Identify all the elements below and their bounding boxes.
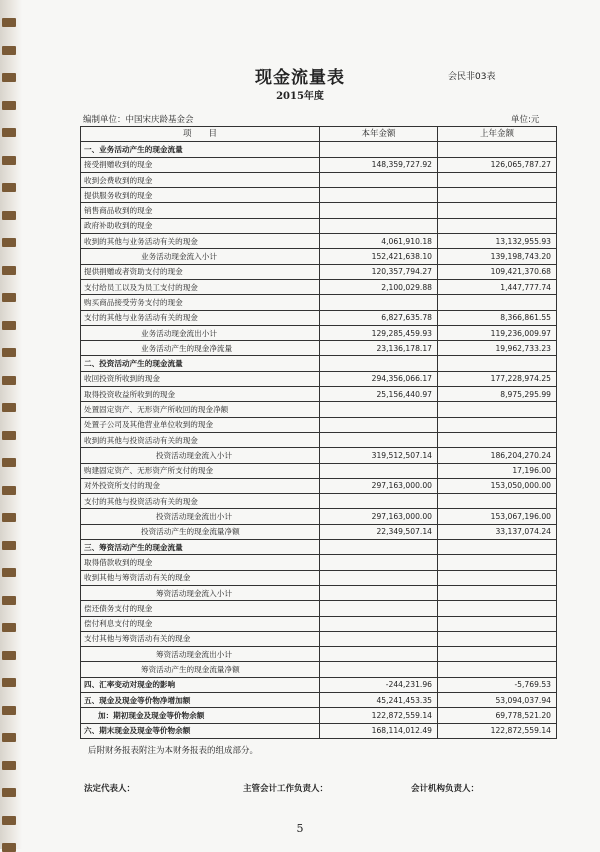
table-row [81, 692, 557, 707]
row-label: 处置固定资产、无形资产所收回的现金净额 [81, 402, 320, 417]
current-year-amount: 319,512,507.14 [320, 448, 438, 463]
current-year-amount [320, 631, 438, 646]
prior-year-amount [438, 172, 557, 187]
row-label: 偿还债务支付的现金 [81, 601, 320, 616]
row-label: 收到会费收到的现金 [81, 172, 320, 187]
row-label: 政府补助收到的现金 [81, 218, 320, 233]
table-row [81, 708, 557, 723]
row-label: 收到的其他与投资活动有关的现金 [81, 432, 320, 447]
prior-year-amount [438, 188, 557, 203]
row-label: 提供捐赠或者资助支付的现金 [81, 264, 320, 279]
table-header-row [81, 127, 557, 142]
row-label: 业务活动现金流出小计 [81, 325, 320, 340]
binding-tab [2, 266, 16, 275]
table-row [81, 494, 557, 509]
current-year-amount: 22,349,507.14 [320, 524, 438, 539]
binding-tab [2, 541, 16, 550]
table-row [81, 142, 557, 157]
form-code: 会民非03表 [448, 72, 496, 82]
table-row [81, 662, 557, 677]
binding-tab [2, 431, 16, 440]
prior-year-amount: 177,228,974.25 [438, 371, 557, 386]
binding-tab [2, 596, 16, 605]
current-year-amount: 45,241,453.35 [320, 692, 438, 707]
table-row [81, 203, 557, 218]
prior-year-amount [438, 585, 557, 600]
current-year-amount: 297,163,000.00 [320, 509, 438, 524]
table-row [81, 540, 557, 555]
prior-year-amount [438, 570, 557, 585]
row-label: 支付的其他与业务活动有关的现金 [81, 310, 320, 325]
table-row [81, 417, 557, 432]
prior-year-amount [438, 631, 557, 646]
binding-tab [2, 376, 16, 385]
prior-year-amount [438, 601, 557, 616]
binding-tab [2, 761, 16, 770]
prior-year-amount: 17,196.00 [438, 463, 557, 478]
row-label: 支付其他与筹资活动有关的现金 [81, 631, 320, 646]
table-row [81, 509, 557, 524]
table-row [81, 570, 557, 585]
current-year-amount: 4,061,910.18 [320, 234, 438, 249]
row-label: 业务活动产生的现金净流量 [81, 341, 320, 356]
table-row [81, 478, 557, 493]
prior-year-amount: 8,975,295.99 [438, 387, 557, 402]
table-row [81, 172, 557, 187]
prior-year-amount [438, 142, 557, 157]
table-row [81, 448, 557, 463]
row-label: 收到其他与筹资活动有关的现金 [81, 570, 320, 585]
current-year-amount [320, 463, 438, 478]
cash-flow-table [80, 126, 557, 739]
footnote: 后附财务报表附注为本财务报表的组成部分。 [88, 746, 259, 756]
current-year-amount [320, 555, 438, 570]
row-label: 投资活动产生的现金流量净额 [81, 524, 320, 539]
table-row [81, 234, 557, 249]
current-year-amount: -244,231.96 [320, 677, 438, 692]
current-year-amount [320, 647, 438, 662]
current-year-amount [320, 570, 438, 585]
row-label: 销售商品收到的现金 [81, 203, 320, 218]
binding-tab [2, 18, 16, 27]
current-year-amount [320, 662, 438, 677]
current-year-amount: 152,421,638.10 [320, 249, 438, 264]
table-row [81, 585, 557, 600]
table-row [81, 402, 557, 417]
row-label: 加：期初现金及现金等价物余额 [81, 708, 320, 723]
current-year-amount: 122,872,559.14 [320, 708, 438, 723]
current-year-amount: 120,357,794.27 [320, 264, 438, 279]
prior-year-amount: 8,366,861.55 [438, 310, 557, 325]
prior-year-amount [438, 432, 557, 447]
row-label: 五、现金及现金等价物净增加额 [81, 692, 320, 707]
prior-year-amount: 109,421,370.68 [438, 264, 557, 279]
binding-tab [2, 623, 16, 632]
current-year-amount [320, 188, 438, 203]
row-label: 取得投资收益所收到的现金 [81, 387, 320, 402]
prior-year-amount: 139,198,743.20 [438, 249, 557, 264]
binding-tab [2, 843, 16, 852]
current-year-amount [320, 601, 438, 616]
table-row [81, 310, 557, 325]
table-row [81, 555, 557, 570]
row-label: 支付给员工以及为员工支付的现金 [81, 279, 320, 294]
current-year-amount [320, 218, 438, 233]
legal-representative-signature: 法定代表人： [84, 784, 136, 794]
table-row [81, 188, 557, 203]
header-item: 项 目 [81, 127, 320, 142]
row-label: 筹资活动现金流入小计 [81, 585, 320, 600]
prior-year-amount: 186,204,270.24 [438, 448, 557, 463]
row-label: 二、投资活动产生的现金流量 [81, 356, 320, 371]
binding-tab [2, 348, 16, 357]
row-label: 处置子公司及其他营业单位收到的现金 [81, 417, 320, 432]
prior-year-amount: 69,778,521.20 [438, 708, 557, 723]
binding-tab [2, 706, 16, 715]
prior-year-amount: 153,067,196.00 [438, 509, 557, 524]
currency-unit: 单位:元 [511, 115, 540, 125]
prior-year-amount: 13,132,955.93 [438, 234, 557, 249]
current-year-amount: 294,356,066.17 [320, 371, 438, 386]
table-row [81, 723, 557, 738]
current-year-amount: 129,285,459.93 [320, 325, 438, 340]
current-year-amount [320, 494, 438, 509]
row-label: 投资活动现金流入小计 [81, 448, 320, 463]
current-year-amount [320, 356, 438, 371]
row-label: 业务活动现金流入小计 [81, 249, 320, 264]
current-year-amount [320, 402, 438, 417]
table-row [81, 218, 557, 233]
prior-year-amount [438, 203, 557, 218]
current-year-amount [320, 203, 438, 218]
prior-year-amount [438, 356, 557, 371]
row-label: 三、筹资活动产生的现金流量 [81, 540, 320, 555]
accounting-head-signature: 会计机构负责人： [411, 784, 480, 794]
table-row [81, 524, 557, 539]
prior-year-amount: 19,962,733.23 [438, 341, 557, 356]
row-label: 收到的其他与业务活动有关的现金 [81, 234, 320, 249]
prior-year-amount [438, 647, 557, 662]
row-label: 提供服务收到的现金 [81, 188, 320, 203]
prior-year-amount [438, 555, 557, 570]
header-prior-year: 上年金额 [438, 127, 557, 142]
current-year-amount: 23,136,178.17 [320, 341, 438, 356]
binding-tab [2, 128, 16, 137]
binding-tab [2, 46, 16, 55]
chief-accountant-signature: 主管会计工作负责人： [243, 784, 329, 794]
prior-year-amount [438, 616, 557, 631]
prior-year-amount [438, 540, 557, 555]
page-number: 5 [296, 822, 304, 835]
prior-year-amount [438, 662, 557, 677]
current-year-amount: 168,114,012.49 [320, 723, 438, 738]
row-label: 取得借款收到的现金 [81, 555, 320, 570]
row-label: 接受捐赠收到的现金 [81, 157, 320, 172]
binding-tab [2, 403, 16, 412]
current-year-amount: 25,156,440.97 [320, 387, 438, 402]
binding-tab [2, 321, 16, 330]
row-label: 六、期末现金及现金等价物余额 [81, 723, 320, 738]
row-label: 筹资活动现金流出小计 [81, 647, 320, 662]
current-year-amount [320, 172, 438, 187]
current-year-amount: 148,359,727.92 [320, 157, 438, 172]
statement-year: 2015年度 [276, 91, 324, 102]
current-year-amount [320, 142, 438, 157]
prior-year-amount [438, 417, 557, 432]
table-row [81, 616, 557, 631]
row-label: 购买商品接受劳务支付的现金 [81, 295, 320, 310]
prior-year-amount [438, 295, 557, 310]
table-row [81, 631, 557, 646]
prior-year-amount [438, 494, 557, 509]
table-row [81, 325, 557, 340]
header-current-year: 本年金额 [320, 127, 438, 142]
table-row [81, 387, 557, 402]
current-year-amount [320, 540, 438, 555]
table-row [81, 341, 557, 356]
table-row [81, 295, 557, 310]
table-row [81, 601, 557, 616]
prior-year-amount: 33,137,074.24 [438, 524, 557, 539]
row-label: 对外投资所支付的现金 [81, 478, 320, 493]
current-year-amount [320, 295, 438, 310]
table-row [81, 249, 557, 264]
row-label: 四、汇率变动对现金的影响 [81, 677, 320, 692]
binding-tab [2, 156, 16, 165]
table-row [81, 157, 557, 172]
prior-year-amount: -5,769.53 [438, 677, 557, 692]
binding-tab [2, 238, 16, 247]
current-year-amount: 297,163,000.00 [320, 478, 438, 493]
prior-year-amount: 53,094,037.94 [438, 692, 557, 707]
binding-tab [2, 513, 16, 522]
table-row [81, 432, 557, 447]
table-row [81, 279, 557, 294]
row-label: 一、业务活动产生的现金流量 [81, 142, 320, 157]
table-row [81, 264, 557, 279]
binding-tab [2, 183, 16, 192]
statement-title: 现金流量表 [255, 68, 345, 88]
prior-year-amount: 1,447,777.74 [438, 279, 557, 294]
prior-year-amount: 119,236,009.97 [438, 325, 557, 340]
table-row [81, 371, 557, 386]
current-year-amount [320, 616, 438, 631]
binding-tab [2, 486, 16, 495]
current-year-amount: 6,827,635.78 [320, 310, 438, 325]
binding-tab [2, 733, 16, 742]
prior-year-amount: 122,872,559.14 [438, 723, 557, 738]
row-label: 购建固定资产、无形资产所支付的现金 [81, 463, 320, 478]
binding-tab [2, 788, 16, 797]
current-year-amount [320, 432, 438, 447]
current-year-amount [320, 417, 438, 432]
prior-year-amount: 153,050,000.00 [438, 478, 557, 493]
binding-tab [2, 211, 16, 220]
prior-year-amount [438, 218, 557, 233]
table-row [81, 677, 557, 692]
prior-year-amount: 126,065,787.27 [438, 157, 557, 172]
row-label: 支付的其他与投资活动有关的现金 [81, 494, 320, 509]
binding-tab [2, 568, 16, 577]
binding-tab [2, 651, 16, 660]
binding-tab [2, 293, 16, 302]
current-year-amount [320, 585, 438, 600]
row-label: 筹资活动产生的现金流量净额 [81, 662, 320, 677]
row-label: 收回投资所收到的现金 [81, 371, 320, 386]
binding-tab [2, 458, 16, 467]
prior-year-amount [438, 402, 557, 417]
preparing-organization: 编制单位：中国宋庆龄基金会 [83, 115, 194, 125]
table-row [81, 647, 557, 662]
current-year-amount: 2,100,029.88 [320, 279, 438, 294]
table-row [81, 356, 557, 371]
table-row [81, 463, 557, 478]
row-label: 偿付利息支付的现金 [81, 616, 320, 631]
row-label: 投资活动现金流出小计 [81, 509, 320, 524]
binding-tab [2, 678, 16, 687]
